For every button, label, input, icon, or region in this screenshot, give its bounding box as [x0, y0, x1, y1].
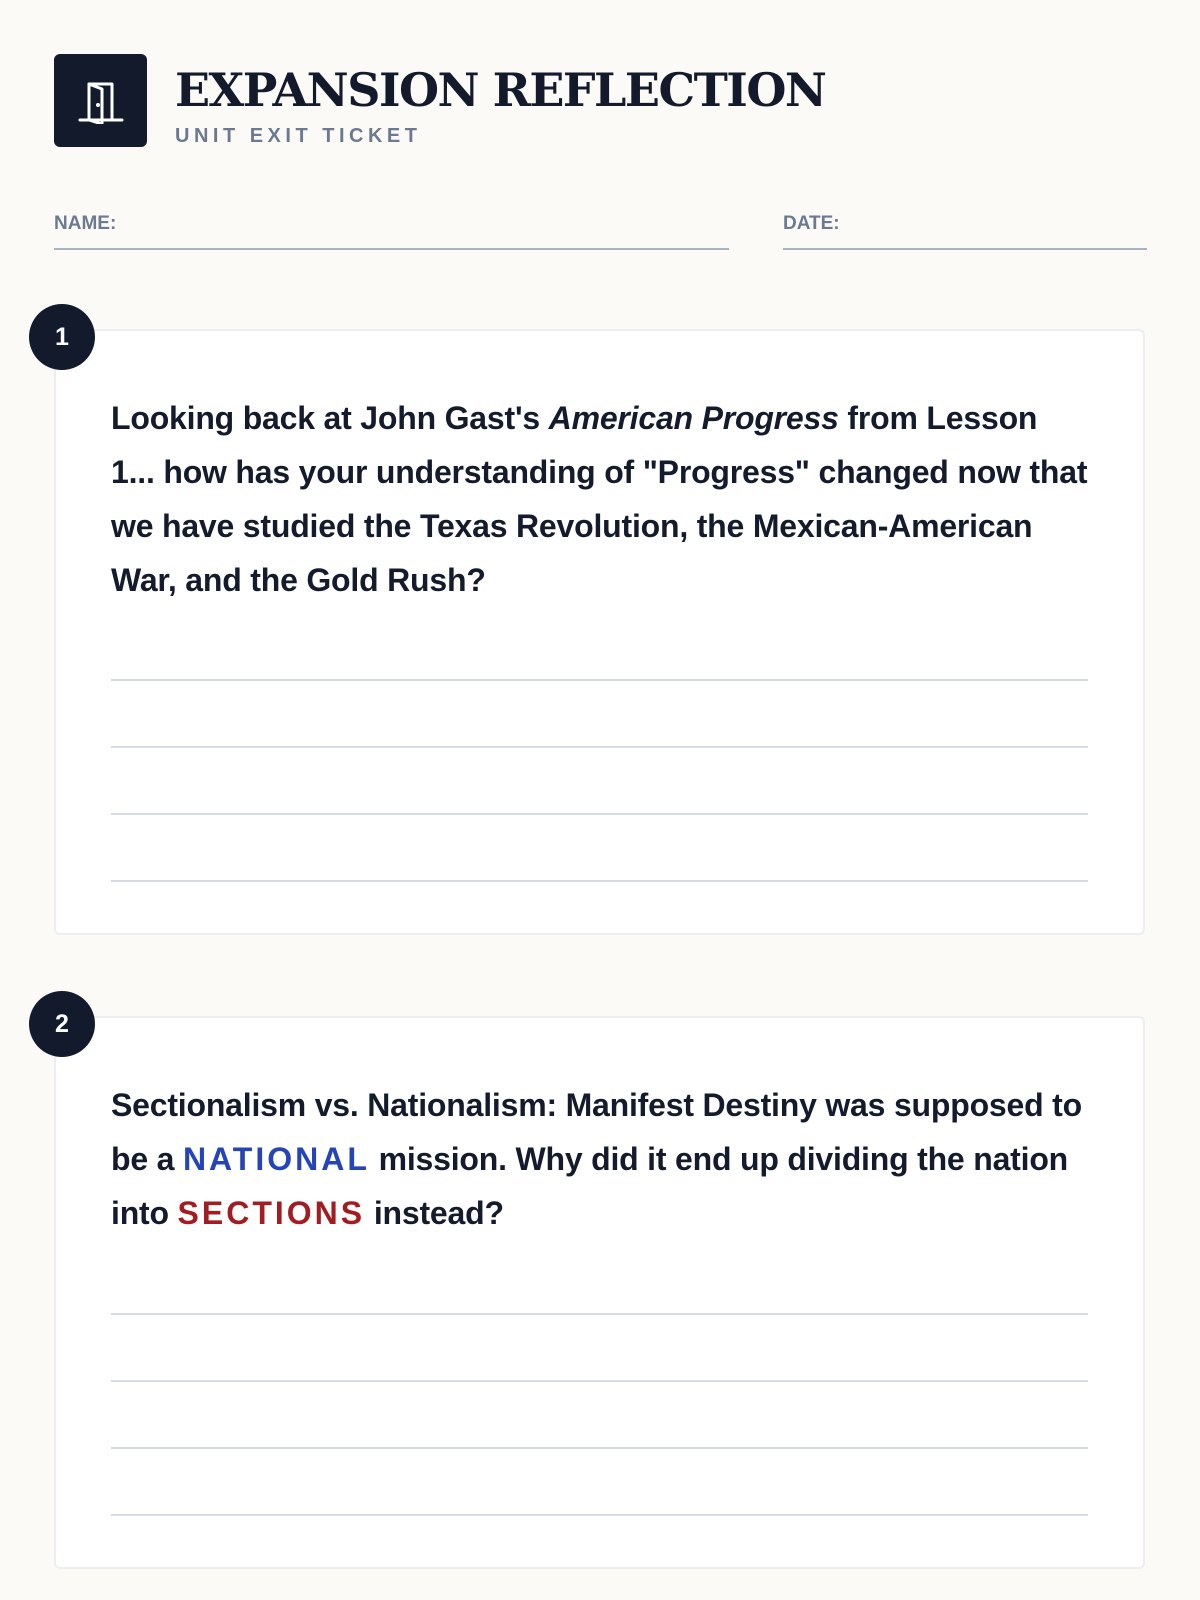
prompt-text: instead? [365, 1195, 504, 1231]
answer-line[interactable] [111, 880, 1088, 882]
prompt-text: mission. Why did it end up dividing the nation into [111, 1141, 1069, 1231]
page-title: EXPANSION REFLECTION [175, 63, 826, 117]
answer-line[interactable] [111, 813, 1088, 815]
answer-area[interactable] [111, 1313, 1088, 1581]
question-prompt [111, 391, 1088, 607]
keyword-national: NATIONAL [182, 1141, 370, 1177]
answer-line[interactable] [111, 679, 1088, 681]
title-block [175, 54, 825, 148]
name-label: NAME: [54, 213, 117, 234]
page-subtitle: UNIT EXIT TICKET [175, 125, 422, 147]
question-number-badge: 2 [29, 991, 95, 1057]
prompt-text: from Lesson 1... how has your understanding of "Progress" changed now that we have studied the Texas Revolution, the Mexican-American War, and the Gold Rush? [111, 400, 1088, 598]
question-card-2 [54, 1009, 1145, 1569]
date-label: DATE: [783, 213, 840, 234]
answer-line[interactable] [111, 1447, 1088, 1449]
door-exit-icon [76, 78, 126, 124]
answer-line[interactable] [111, 1514, 1088, 1516]
keyword-sections: SECTIONS [177, 1195, 366, 1231]
question-number-badge: 1 [29, 304, 95, 370]
logo-badge [54, 54, 147, 147]
prompt-text: Looking back at John Gast's [111, 400, 549, 436]
question-prompt [111, 1078, 1088, 1240]
answer-line[interactable] [111, 1380, 1088, 1382]
name-field[interactable] [54, 210, 729, 250]
answer-line[interactable] [111, 746, 1088, 748]
date-field[interactable] [783, 210, 1147, 250]
answer-area[interactable] [111, 679, 1088, 947]
artwork-title: American Progress [548, 400, 839, 436]
worksheet-header [54, 54, 825, 148]
question-card-1 [54, 322, 1145, 935]
answer-line[interactable] [111, 1313, 1088, 1315]
prompt-text: Sectionalism vs. Nationalism: Manifest Destiny was supposed to be a [111, 1087, 1082, 1177]
